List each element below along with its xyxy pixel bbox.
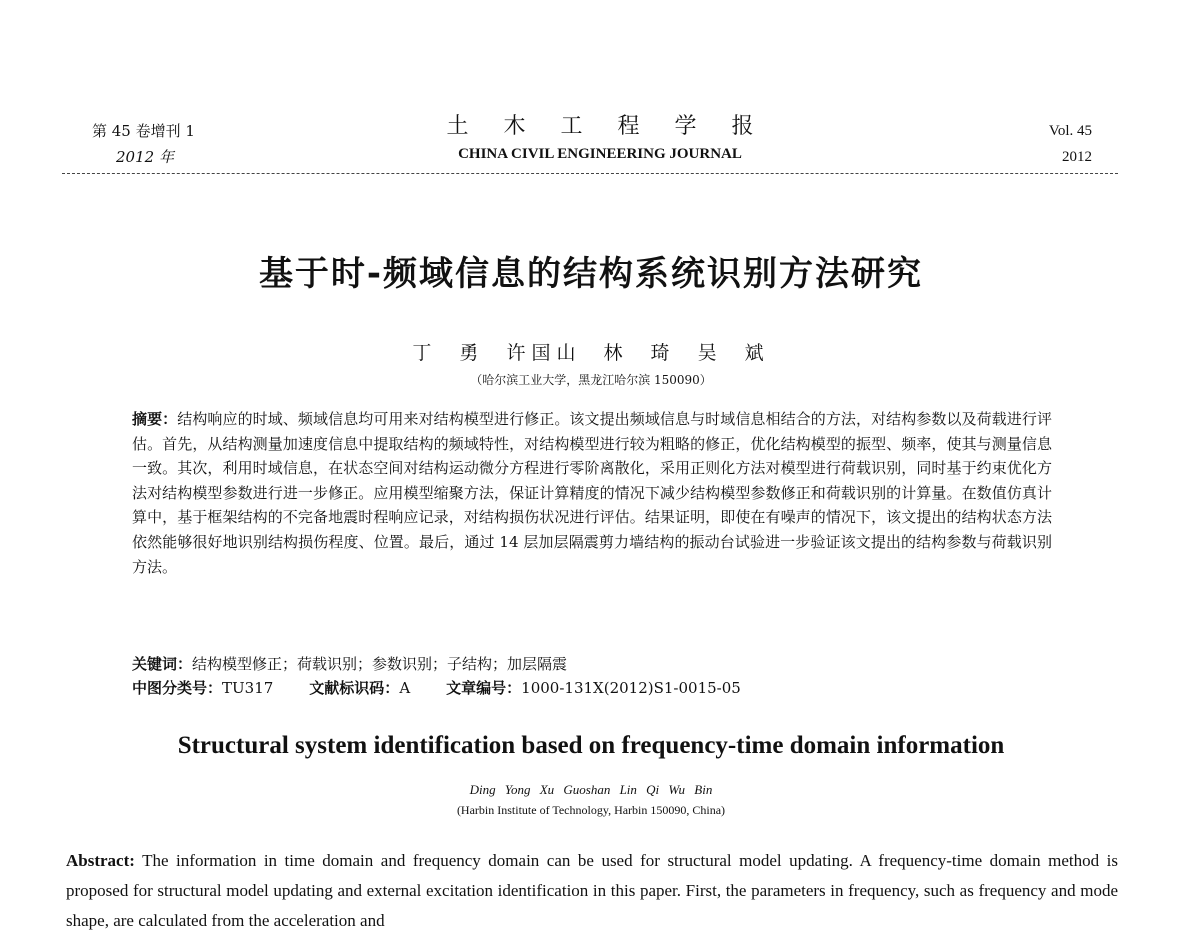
abstract-zh-label: 摘要：: [132, 410, 178, 428]
header-year-en: 2012: [1062, 149, 1092, 165]
header-volume-year-en: [1049, 118, 1092, 170]
affiliation-zh: （哈尔滨工业大学，黑龙江哈尔滨 150090）: [470, 373, 712, 387]
paper-title-en: Structural system identification based on frequency-time domain information: [177, 732, 1005, 759]
clc-value: TU317: [222, 679, 274, 697]
header-volume-zh: 第 45 卷增刊 1: [92, 122, 195, 140]
header-volume-en: Vol. 45: [1048, 123, 1092, 139]
affiliation-en: (Harbin Institute of Technology, Harbin 150090, China): [456, 803, 726, 817]
journal-masthead: [380, 112, 820, 166]
article-no-value: 1000-131X(2012)S1-0015-05: [521, 679, 741, 697]
journal-name-en: CHINA CIVIL ENGINEERING JOURNAL: [458, 146, 742, 162]
keywords-zh: [132, 652, 1052, 676]
header-divider: [62, 173, 1118, 174]
paper-title-zh: 基于时-频域信息的结构系统识别方法研究: [258, 254, 924, 294]
header-volume-issue: [92, 118, 195, 170]
abstract-zh-text: 结构响应的时域、频域信息均可用来对结构模型进行修正。该文提出频域信息与时域信息相结合的方法，对结构参数以及荷载进行评估。首先，从结构测量加速度信息中提取结构的频域特性，对结构模型进行较为粗略的修正，优化结构模型的振型、频率，使其与测量信息一致。其次，利用时域信息，在状态空间对结构运动微分方程进行零阶离散化，采用正则化方法对模型进行荷载识别，同时基于约束优化方法对结构模型参数进行进一步修正。应用模型缩聚方法，保证计算精度的情况下减少结构模型参数修正和荷载识别的计算量。在数值仿真计算中，基于框架结构的不完备地震时程响应记录，对结构损伤状况进行评估。结果证明，即使在有噪声的情况下，该文提出的结构状态方法依然能够很好地识别结构损伤程度、位置。最后，通过 14 层加层隔震剪力墙结构的振动台试验进一步验证该文提出的结构参数与荷载识别方法。: [132, 410, 1052, 576]
abstract-en: [66, 846, 1118, 936]
journal-name-zh: 土 木 工 程 学 报: [446, 114, 768, 139]
abstract-en-label: Abstract:: [66, 851, 135, 870]
abstract-zh: [132, 407, 1052, 579]
abstract-en-text: The information in time domain and frequency domain can be used for structural model updating. A frequency-time domain method is proposed for structural model updating and external excitation identification in this paper. First, the parameters in frequency, such as frequency and mode shape, are calculated from the acceleration and: [66, 851, 1118, 930]
header-year-zh: 2012 年: [116, 148, 174, 166]
doc-code-label: 文献标识码：: [309, 679, 400, 697]
doc-code-value: A: [399, 679, 411, 697]
classification-line: [132, 676, 1052, 700]
authors-en: Ding Yong Xu Guoshan Lin Qi Wu Bin: [469, 782, 713, 797]
keywords-zh-label: 关键词：: [132, 655, 193, 673]
clc-label: 中图分类号：: [132, 679, 223, 697]
article-no-label: 文章编号：: [446, 679, 522, 697]
keywords-zh-text: 结构模型修正；荷载识别；参数识别；子结构；加层隔震: [192, 655, 568, 673]
authors-zh: 丁 勇 许国山 林 琦 吴 斌: [412, 342, 770, 364]
